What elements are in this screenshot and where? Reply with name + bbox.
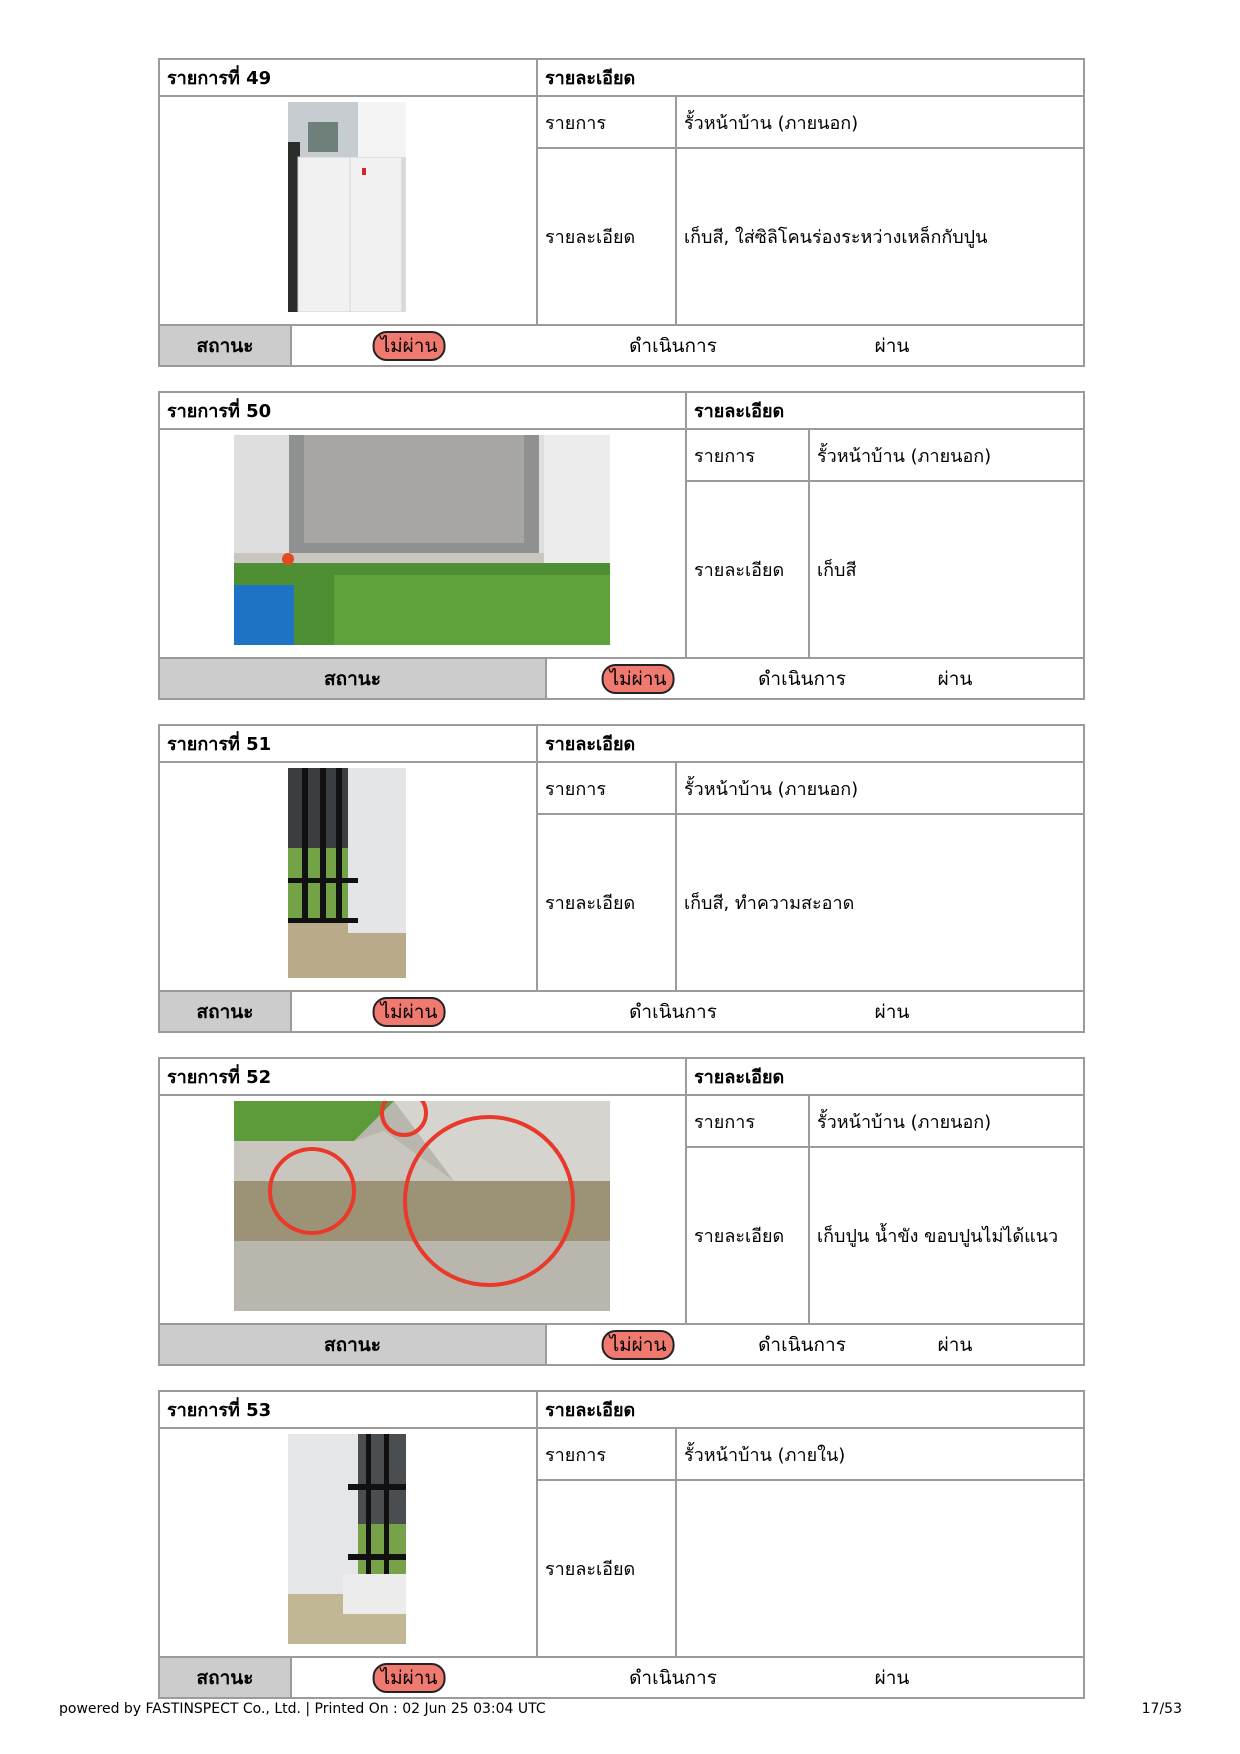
inspection-card-51 — [158, 724, 1085, 1033]
detail-value: เก็บสี, ทำความสะอาด — [675, 813, 1083, 990]
detail-value: เก็บสี — [808, 480, 1083, 657]
page-number: 17/53 — [1141, 1701, 1182, 1717]
entry-title: รายการที่ 50 — [167, 401, 272, 422]
detail-header: รายละเอียด — [536, 60, 1083, 95]
item-label: รายการ — [536, 1429, 675, 1479]
status-fail-badge[interactable]: ไม่ผ่าน — [373, 331, 446, 361]
status-label: สถานะ — [160, 326, 290, 365]
status-pass-option[interactable]: ผ่าน — [874, 1666, 910, 1689]
status-in-progress-option[interactable]: ดำเนินการ — [629, 334, 717, 357]
status-pass-option[interactable]: ผ่าน — [937, 667, 973, 690]
entry-title: รายการที่ 51 — [167, 734, 272, 755]
entry-title: รายการที่ 53 — [167, 1400, 272, 1421]
detail-value — [675, 1479, 1083, 1656]
status-pass-option[interactable]: ผ่าน — [874, 334, 910, 357]
detail-label: รายละเอียด — [685, 1146, 808, 1323]
white-fence-post-photo — [288, 102, 406, 312]
status-fail-badge[interactable]: ไม่ผ่าน — [373, 997, 446, 1027]
detail-label: รายละเอียด — [536, 813, 675, 990]
detail-value: เก็บปูน น้ำขัง ขอบปูนไม่ได้แนว — [808, 1146, 1083, 1323]
status-label: สถานะ — [160, 1325, 545, 1364]
status-pass-option[interactable]: ผ่าน — [874, 1000, 910, 1023]
detail-label: รายละเอียด — [685, 480, 808, 657]
inspection-card-49 — [158, 58, 1085, 367]
detail-header: รายละเอียด — [536, 726, 1083, 761]
item-value: รั้วหน้าบ้าน (ภายนอก) — [808, 430, 1083, 480]
status-in-progress-option[interactable]: ดำเนินการ — [758, 667, 846, 690]
status-in-progress-option[interactable]: ดำเนินการ — [629, 1666, 717, 1689]
detail-value: เก็บสี, ใส่ซิลิโคนร่องระหว่างเหล็กกับปูน — [675, 147, 1083, 324]
status-label: สถานะ — [160, 659, 545, 698]
item-value: รั้วหน้าบ้าน (ภายนอก) — [808, 1096, 1083, 1146]
item-label: รายการ — [685, 1096, 808, 1146]
inspection-card-52 — [158, 1057, 1085, 1366]
status-fail-badge[interactable]: ไม่ผ่าน — [373, 1663, 446, 1693]
detail-label: รายละเอียด — [536, 1479, 675, 1656]
status-fail-badge[interactable]: ไม่ผ่าน — [602, 664, 675, 694]
footer-credit: powered by FASTINSPECT Co., Ltd. | Printed On : 02 Jun 25 03:04 UTC — [59, 1701, 546, 1717]
item-label: รายการ — [536, 763, 675, 813]
entry-title: รายการที่ 49 — [167, 68, 272, 89]
fence-pillar-inside-photo — [288, 1434, 406, 1644]
detail-label: รายละเอียด — [536, 147, 675, 324]
status-pass-option[interactable]: ผ่าน — [937, 1333, 973, 1356]
detail-header: รายละเอียด — [536, 1392, 1083, 1427]
status-label: สถานะ — [160, 1658, 290, 1697]
item-value: รั้วหน้าบ้าน (ภายนอก) — [675, 763, 1083, 813]
item-value: รั้วหน้าบ้าน (ภายนอก) — [675, 97, 1083, 147]
standing-water-curb-photo — [234, 1101, 610, 1311]
wall-panel-grass-photo — [234, 435, 610, 645]
inspection-card-50 — [158, 391, 1085, 700]
entry-title: รายการที่ 52 — [167, 1067, 272, 1088]
item-label: รายการ — [685, 430, 808, 480]
inspection-card-53 — [158, 1390, 1085, 1699]
status-fail-badge[interactable]: ไม่ผ่าน — [602, 1330, 675, 1360]
item-value: รั้วหน้าบ้าน (ภายใน) — [675, 1429, 1083, 1479]
status-in-progress-option[interactable]: ดำเนินการ — [629, 1000, 717, 1023]
fence-bars-pillar-photo — [288, 768, 406, 978]
item-label: รายการ — [536, 97, 675, 147]
detail-header: รายละเอียด — [685, 393, 1083, 428]
detail-header: รายละเอียด — [685, 1059, 1083, 1094]
status-label: สถานะ — [160, 992, 290, 1031]
status-in-progress-option[interactable]: ดำเนินการ — [758, 1333, 846, 1356]
